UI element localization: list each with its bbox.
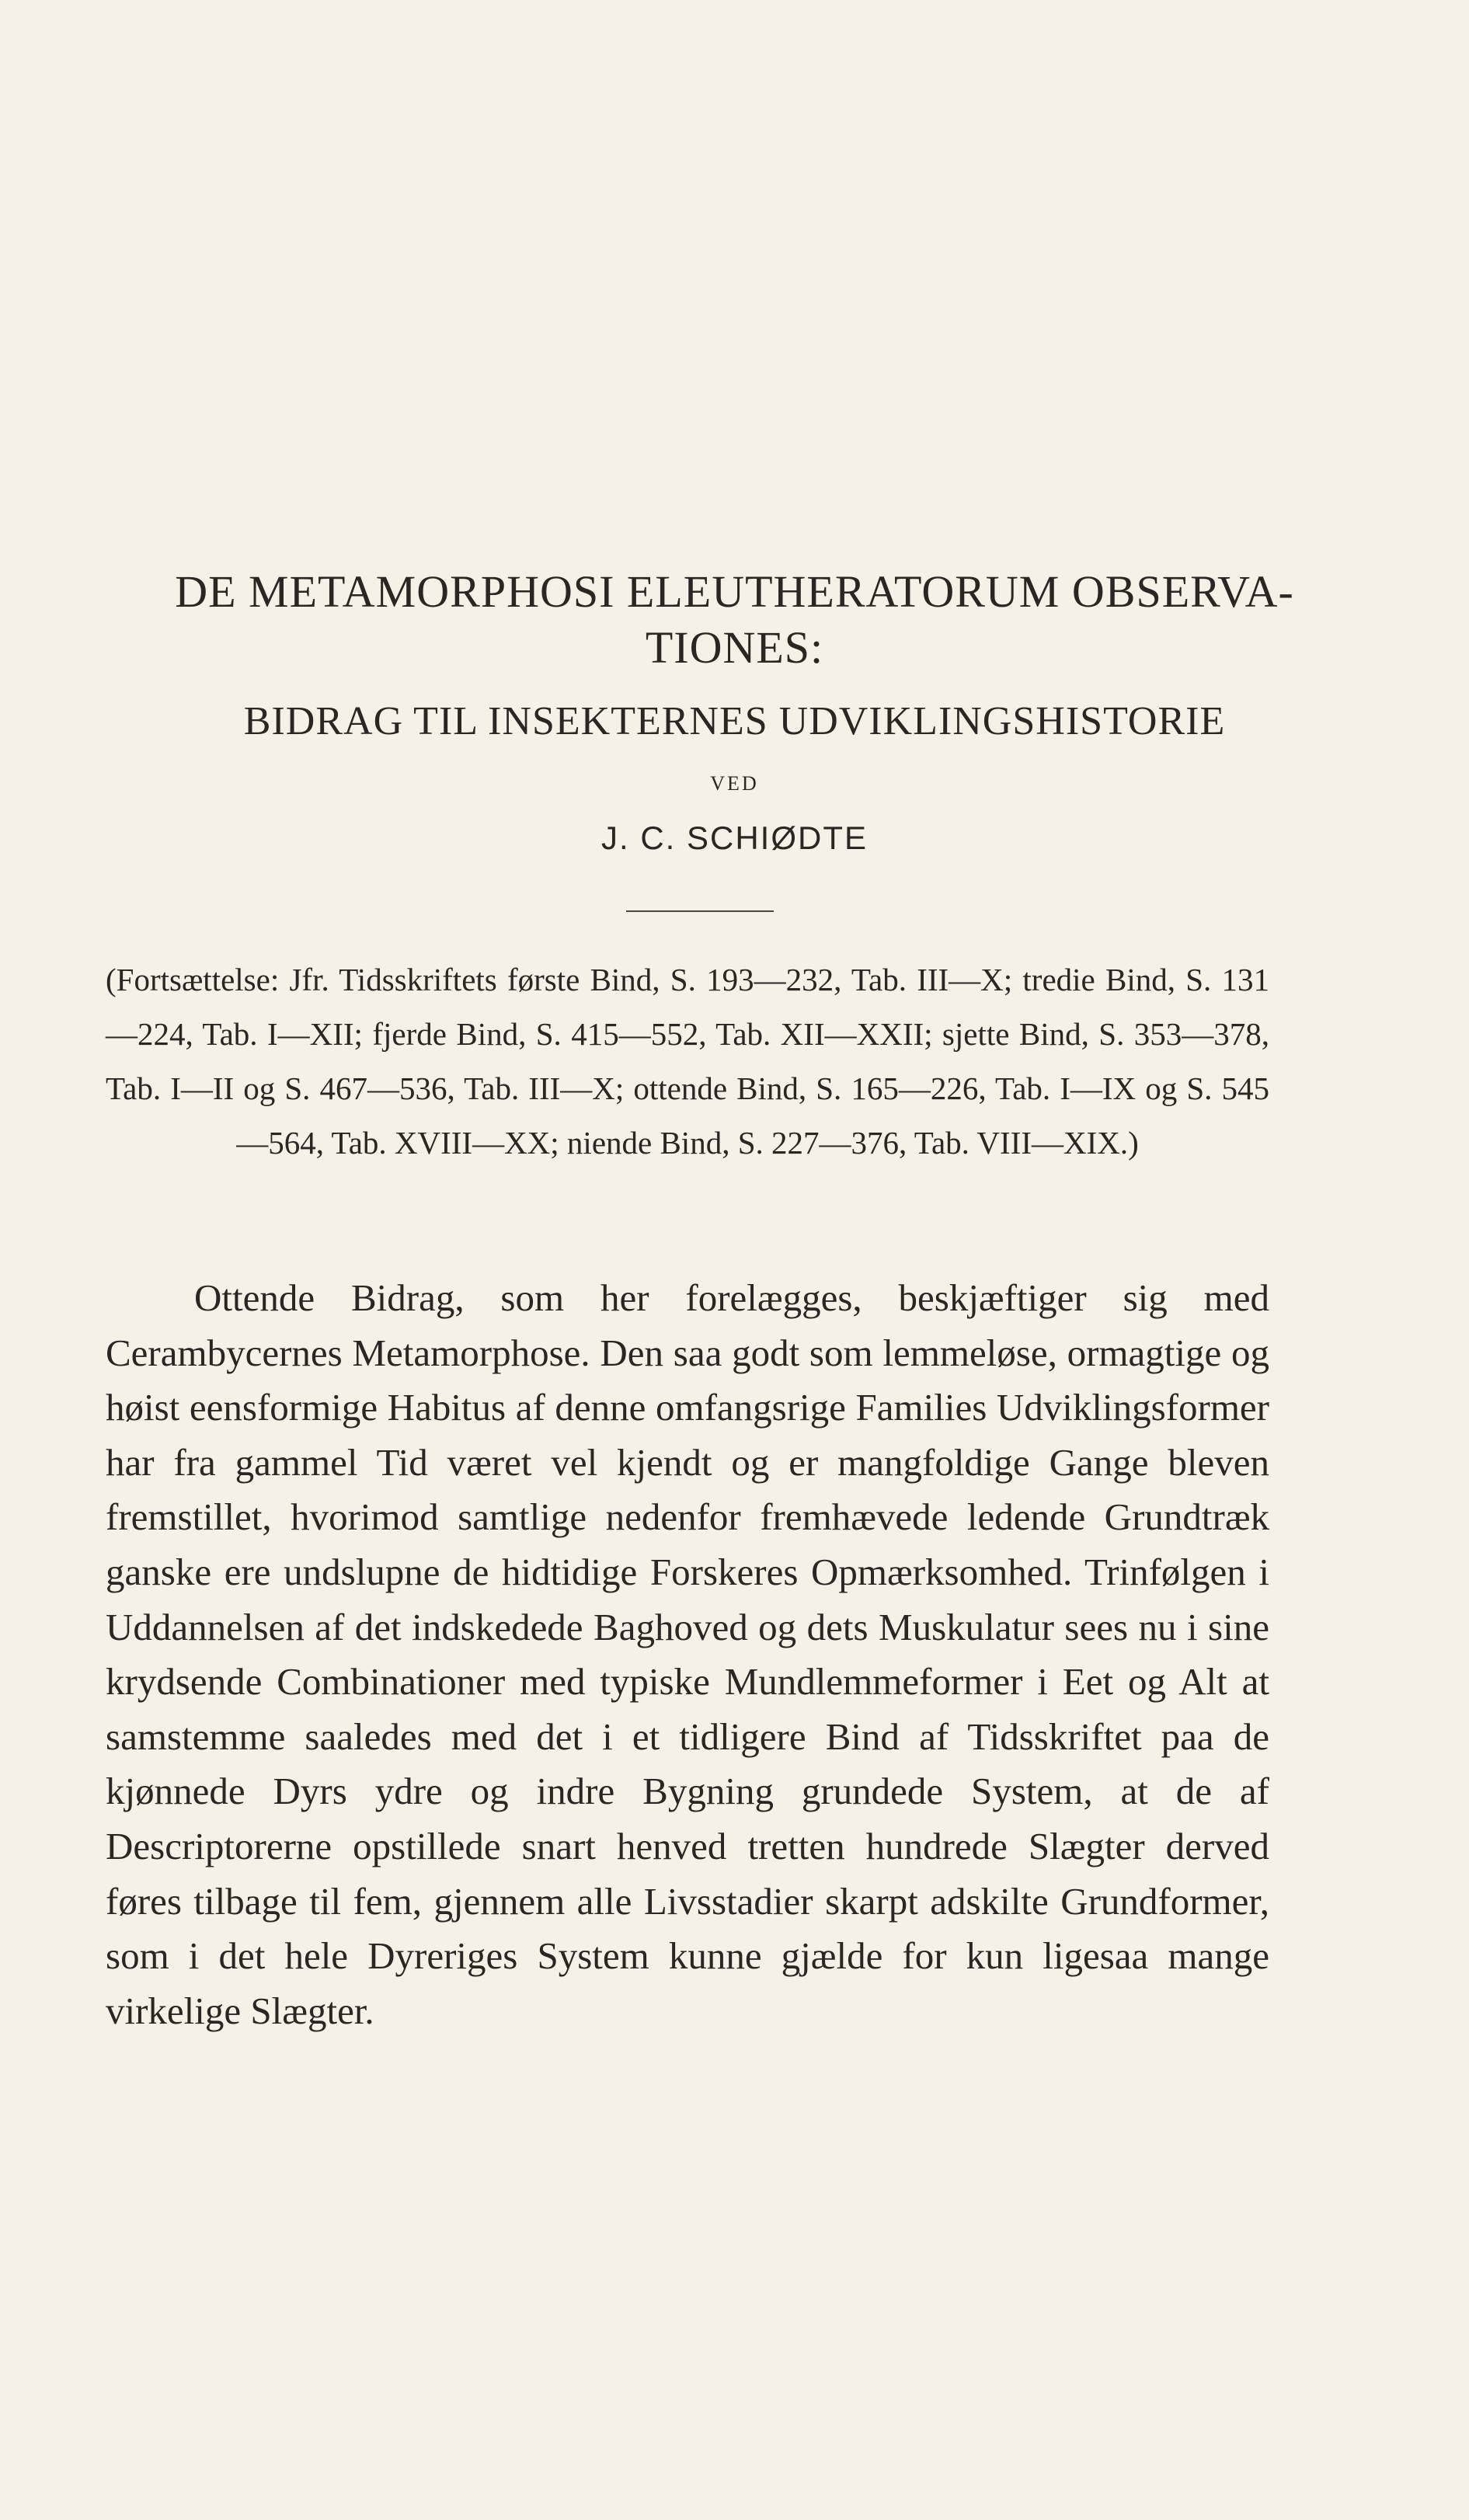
author-name: J. C. SCHIØDTE — [600, 820, 869, 856]
title-line-2: TIONES: — [645, 622, 824, 673]
continuation-note: (Fortsættelse: Jfr. Tidsskriftets første Bind, S. 193—232, Tab. III—X; tredie Bind, S. 131—224, Tab. I—XII; fjerde Bind, S. 415—552, Tab. XII—XXII; sjette Bind, S. 353—378, Tab. I—II og S. 467—536, Tab. III—X; ottende Bind, S. 165—226, Tab. I—IX og S. 545—564, Tab. XVIII—XX; niende Bind, S. 227—376, Tab. VIII—XIX.) — [106, 962, 1269, 1161]
subtitle: BIDRAG TIL INSEKTERNES UDVIKLINGSHISTORIE — [243, 699, 1226, 743]
title-line-1: DE METAMORPHOSI ELEUTHERATORUM OBSERVA- — [175, 566, 1294, 617]
divider-rule — [626, 910, 774, 912]
body-paragraph: Ottende Bidrag, som her forelægges, beskjæftiger sig med Cerambycernes Metamorphose. Den saa godt som lemmeløse, ormagtige og høist eensformige Habitus af denne omfangsrige Families Udviklingsformer har fra gammel Tid været vel kjendt og er mangfoldige Gange bleven fremstillet, hvorimod samtlige nedenfor fremhævede ledende Grundtræk ganske ere undslupne de hidtidige Forskeres Opmærksomhed. Trinfølgen i Uddannelsen af det indskedede Baghoved og dets Muskulatur sees nu i sine krydsende Combinationer med typiske Mundlemmeformer i Eet og Alt at samstemme saaledes med det i et tidligere Bind af Tidsskriftet paa de kjønnede Dyrs ydre og indre Bygning grundede System, at de af Descriptorerne opstillede snart henved tretten hundrede Slægter derved føres tilbage til fem, gjennem alle Livsstadier skarpt adskilte Grundformer, som i det hele Dyreriges System kunne gjælde for kun ligesaa mange virkelige Slægter. — [106, 1276, 1269, 2032]
ved-label: VED — [710, 772, 759, 795]
